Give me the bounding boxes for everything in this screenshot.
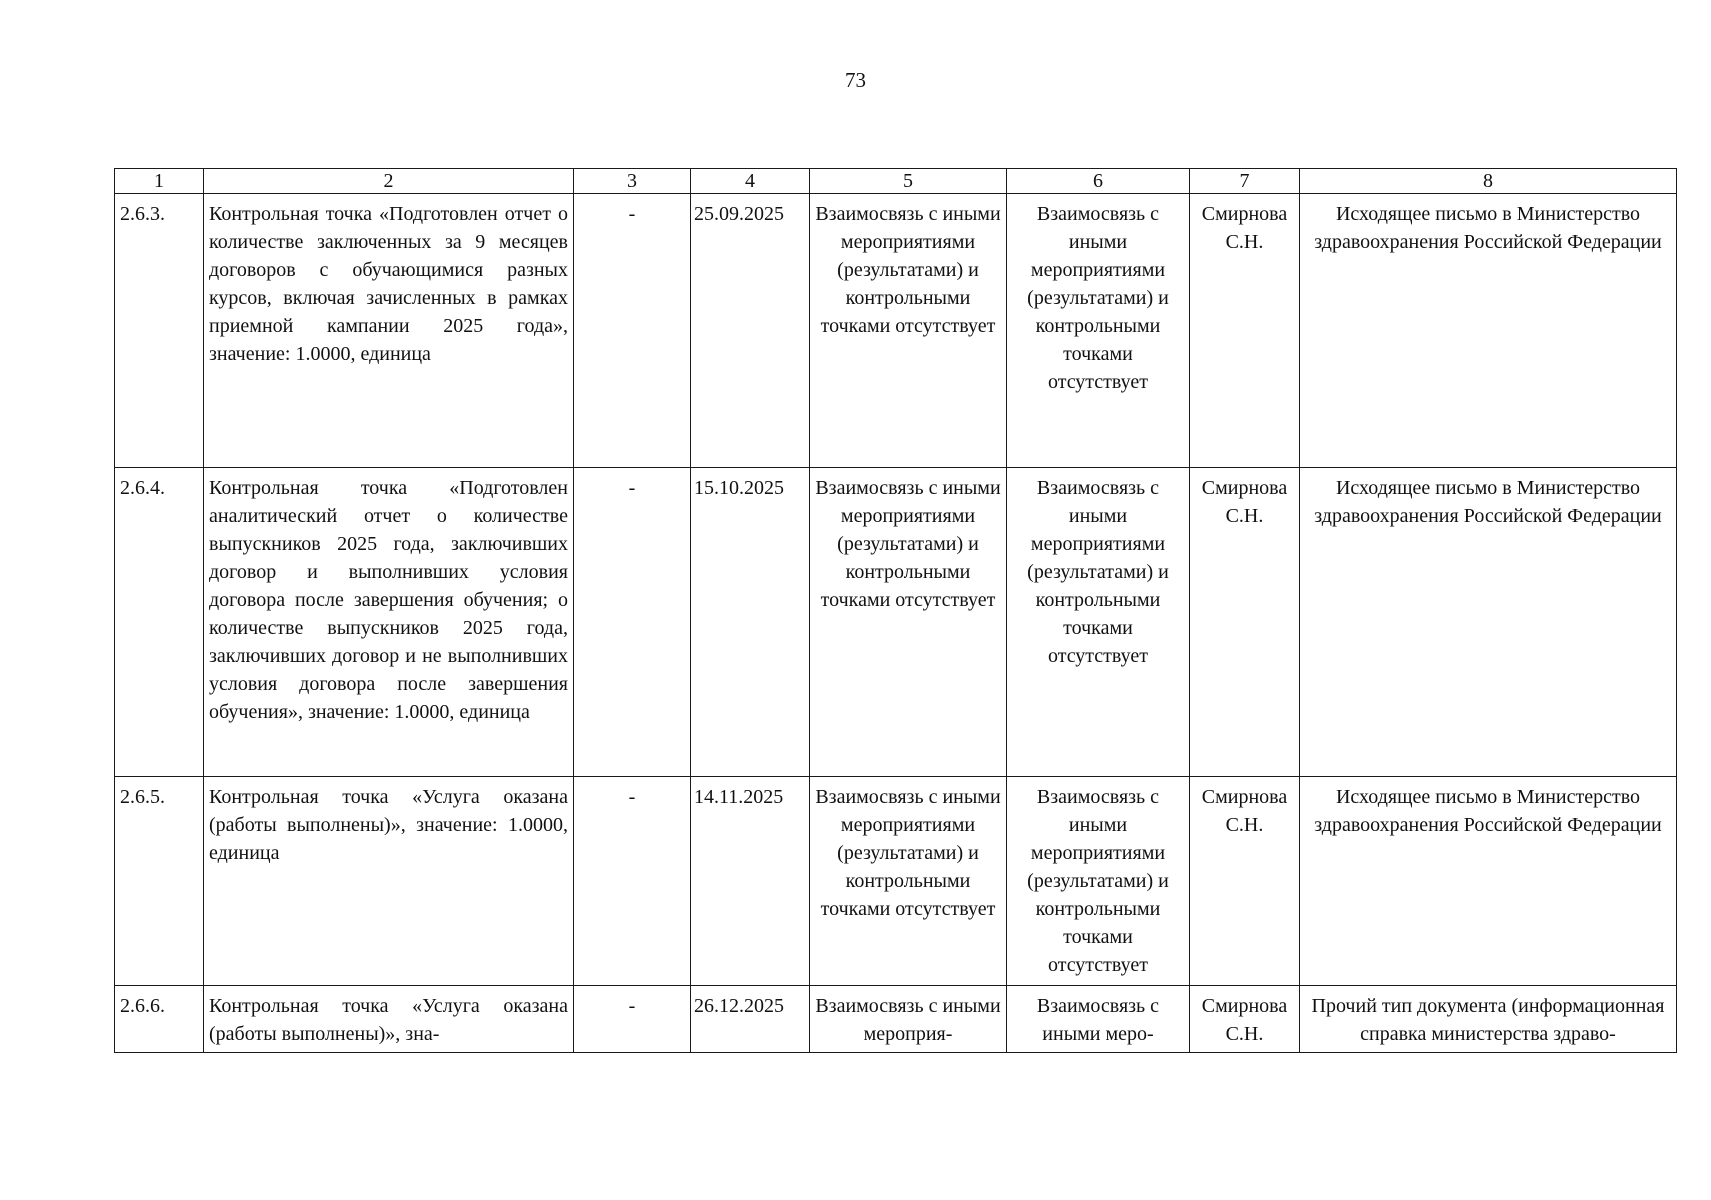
row-number-text: 2.6.6. bbox=[120, 995, 165, 1017]
relation-column-5: Взаимосвязь с иными мероприятиями (результатами) и контрольными точками отсутствует bbox=[810, 468, 1007, 777]
column-3-value bbox=[574, 986, 691, 1053]
control-point-name: Контрольная точка «Подготовлен отчет о количестве заключенных за 9 месяцев договоров с обучающимися разных курсов, включая зачисленных в рамках приемной кампании 2025 года», значение: 1.0000, единица bbox=[204, 194, 574, 468]
confirming-document: Исходящее письмо в Министерство здравоохранения Российской Федерации bbox=[1300, 777, 1677, 986]
row-number: 2.6.3. bbox=[115, 194, 204, 468]
table-row bbox=[115, 468, 1677, 777]
row-number: 2.6.4. bbox=[115, 468, 204, 777]
relation-column-5: Взаимосвязь с иными мероприятиями (результатами) и контрольными точками отсутствует bbox=[810, 194, 1007, 468]
relation-column-5 bbox=[810, 986, 1007, 1053]
table-row bbox=[115, 777, 1677, 986]
control-point-name-text: Контрольная точка «Услуга оказана (работы выполнены)», зна- bbox=[209, 995, 568, 1045]
control-point-name bbox=[204, 986, 574, 1053]
confirming-document bbox=[1300, 986, 1677, 1053]
relation-column-5-text: Взаимосвязь с иными мероприя- bbox=[815, 995, 1001, 1045]
column-header-5: 5 bbox=[810, 169, 1007, 194]
confirming-document: Исходящее письмо в Министерство здравоохранения Российской Федерации bbox=[1300, 194, 1677, 468]
column-header-6: 6 bbox=[1007, 169, 1190, 194]
due-date: 25.09.2025 bbox=[691, 194, 810, 468]
column-header-8: 8 bbox=[1300, 169, 1677, 194]
table-row bbox=[115, 194, 1677, 468]
column-3-value: - bbox=[574, 194, 691, 468]
relation-column-6: Взаимосвязь с иными мероприятиями (результатами) и контрольными точками отсутствует bbox=[1007, 468, 1190, 777]
relation-column-6 bbox=[1007, 986, 1190, 1053]
row-number bbox=[115, 986, 204, 1053]
plan-table bbox=[114, 168, 1677, 1053]
table-row bbox=[115, 986, 1677, 1053]
header-row bbox=[115, 169, 1677, 194]
due-date bbox=[691, 986, 810, 1053]
column-3-value: - bbox=[574, 777, 691, 986]
column-header-4: 4 bbox=[691, 169, 810, 194]
column-header-1: 1 bbox=[115, 169, 204, 194]
confirming-document-text: Прочий тип документа (информационная справка министерства здраво- bbox=[1311, 995, 1665, 1045]
column-header-2: 2 bbox=[204, 169, 574, 194]
due-date-text: 26.12.2025 bbox=[694, 995, 784, 1017]
due-date: 14.11.2025 bbox=[691, 777, 810, 986]
column-header-3: 3 bbox=[574, 169, 691, 194]
control-point-name: Контрольная точка «Услуга оказана (работы выполнены)», значение: 1.0000, единица bbox=[204, 777, 574, 986]
column-header-7: 7 bbox=[1190, 169, 1300, 194]
control-point-name: Контрольная точка «Подготовлен аналитический отчет о количестве выпускников 2025 года, заключивших договор и выполнивших условия договора после завершения обучения; о количестве выпускников 2025 года, заключивших договор и не выполнивших условия договора после завершения обучения», значение: 1.0000, единица bbox=[204, 468, 574, 777]
due-date: 15.10.2025 bbox=[691, 468, 810, 777]
row-number: 2.6.5. bbox=[115, 777, 204, 986]
relation-column-6-text: Взаимосвязь с иными меро- bbox=[1036, 995, 1160, 1045]
responsible-person: Смирнова С.Н. bbox=[1190, 777, 1300, 986]
responsible-person: Смирнова С.Н. bbox=[1190, 468, 1300, 777]
relation-column-6: Взаимосвязь с иными мероприятиями (результатами) и контрольными точками отсутствует bbox=[1007, 777, 1190, 986]
responsible-person-text: Смирнова С.Н. bbox=[1201, 995, 1288, 1045]
column-3-value: - bbox=[574, 468, 691, 777]
page-number: 73 bbox=[845, 68, 866, 92]
responsible-person bbox=[1190, 986, 1300, 1053]
column-3-value-text: - bbox=[628, 995, 636, 1017]
confirming-document: Исходящее письмо в Министерство здравоохранения Российской Федерации bbox=[1300, 468, 1677, 777]
responsible-person: Смирнова С.Н. bbox=[1190, 194, 1300, 468]
relation-column-6: Взаимосвязь с иными мероприятиями (результатами) и контрольными точками отсутствует bbox=[1007, 194, 1190, 468]
relation-column-5: Взаимосвязь с иными мероприятиями (результатами) и контрольными точками отсутствует bbox=[810, 777, 1007, 986]
